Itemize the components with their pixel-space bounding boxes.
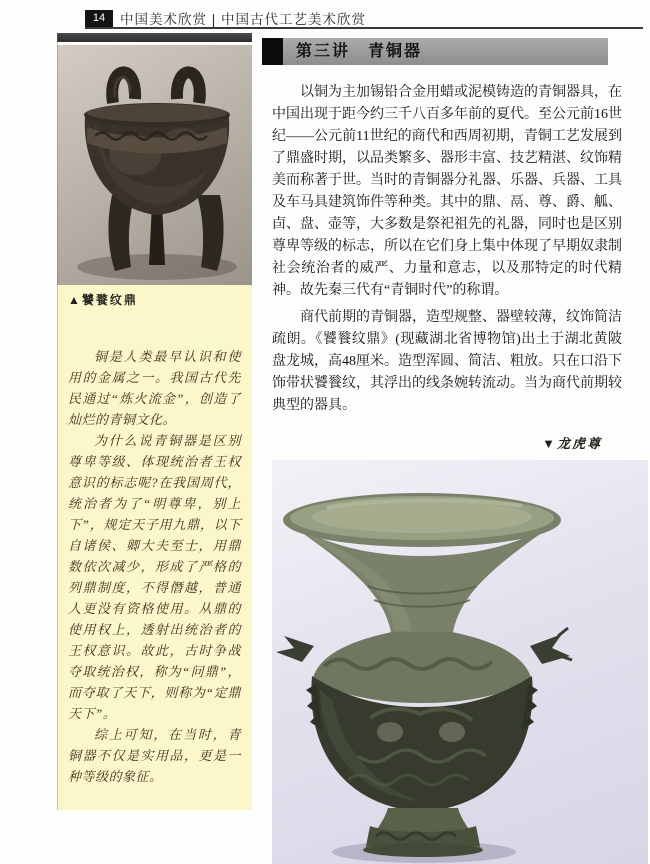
section-title: 第三讲 青铜器 [283,38,608,65]
sidebar-panel [57,285,252,810]
sidebar-paragraph: 铜是人类最早认识和使用的金属之一。我国古代先民通过“炼火流金”，创造了灿烂的青铜文化。 [68,349,241,427]
zun-illustration [272,460,648,864]
body-paragraph: 以铜为主加锡铅合金用蜡或泥模铸造的青铜器具，在中国出现于距今约三千八百多年前的夏代。至公元前16世纪——公元前11世纪的商代和西周初期，青铜工艺发展到了鼎盛时期，以品类繁多、器形丰富、技艺精湛、纹饰精美而称著于世。当时的青铜器分礼器、乐器、兵器、工具及车马具建筑饰件等种类。其中的鼎、鬲、尊、爵、觚、卣、盘、壶等，大多数是祭祀祖先的礼器，同时也是区别尊卑等级的标志，所以在它们身上集中体现了早期奴隶制社会统治者的威严、力量和意志，以及那特定的时代精神。故先秦三代有“青铜时代”的称谓。 [272,85,622,298]
main-column [262,38,648,864]
body-paragraph: 商代前期的青铜器，造型规整、器壁较薄，纹饰简洁疏朗。《饕餮纹鼎》(现藏湖北省博物馆)出土于湖北黄陂盘龙城，高48厘米。造型浑圆、简洁、粗放。只在口沿下饰带状饕餮纹，其浮出的线条婉转流动。当为商代前期较典型的器具。 [272,310,622,413]
ding-photo [57,45,252,285]
sidebar-paragraph: 综上可知，在当时，青铜器不仅是实用品，更是一种等级的象征。 [68,727,241,784]
section-marker-square [262,38,283,65]
running-header-title: 中国美术欣赏 | 中国古代工艺美术欣赏 [120,12,367,27]
page-number: 14 [85,10,113,27]
zun-photo-caption: ▼龙虎尊 [542,436,602,451]
zun-photo [272,460,648,864]
sidebar-paragraph: 为什么说青铜器是区别尊卑等级、体现统治者王权意识的标志呢?在我国周代，统治者为了“明尊卑，别上下”，规定天子用九鼎，以下自诸侯、卿大夫至士，用鼎数依次减少，形成了严格的列鼎制度，不得僭越，普通人更没有资格使用。从鼎的使用权上，透射出统治者的王权意识。故此，古时争战夺取统治权，称为“问鼎”，而夺取了天下，则称为“定鼎天下”。 [68,433,241,721]
ding-photo-caption: ▲饕餮纹鼎 [68,293,138,307]
sidebar [57,33,252,810]
sidebar-top-bar [57,33,252,42]
section-header [262,38,608,65]
ding-illustration [57,45,252,285]
header-rule [85,27,643,29]
sidebar-text [68,346,241,787]
page-gutter-line [57,33,58,810]
